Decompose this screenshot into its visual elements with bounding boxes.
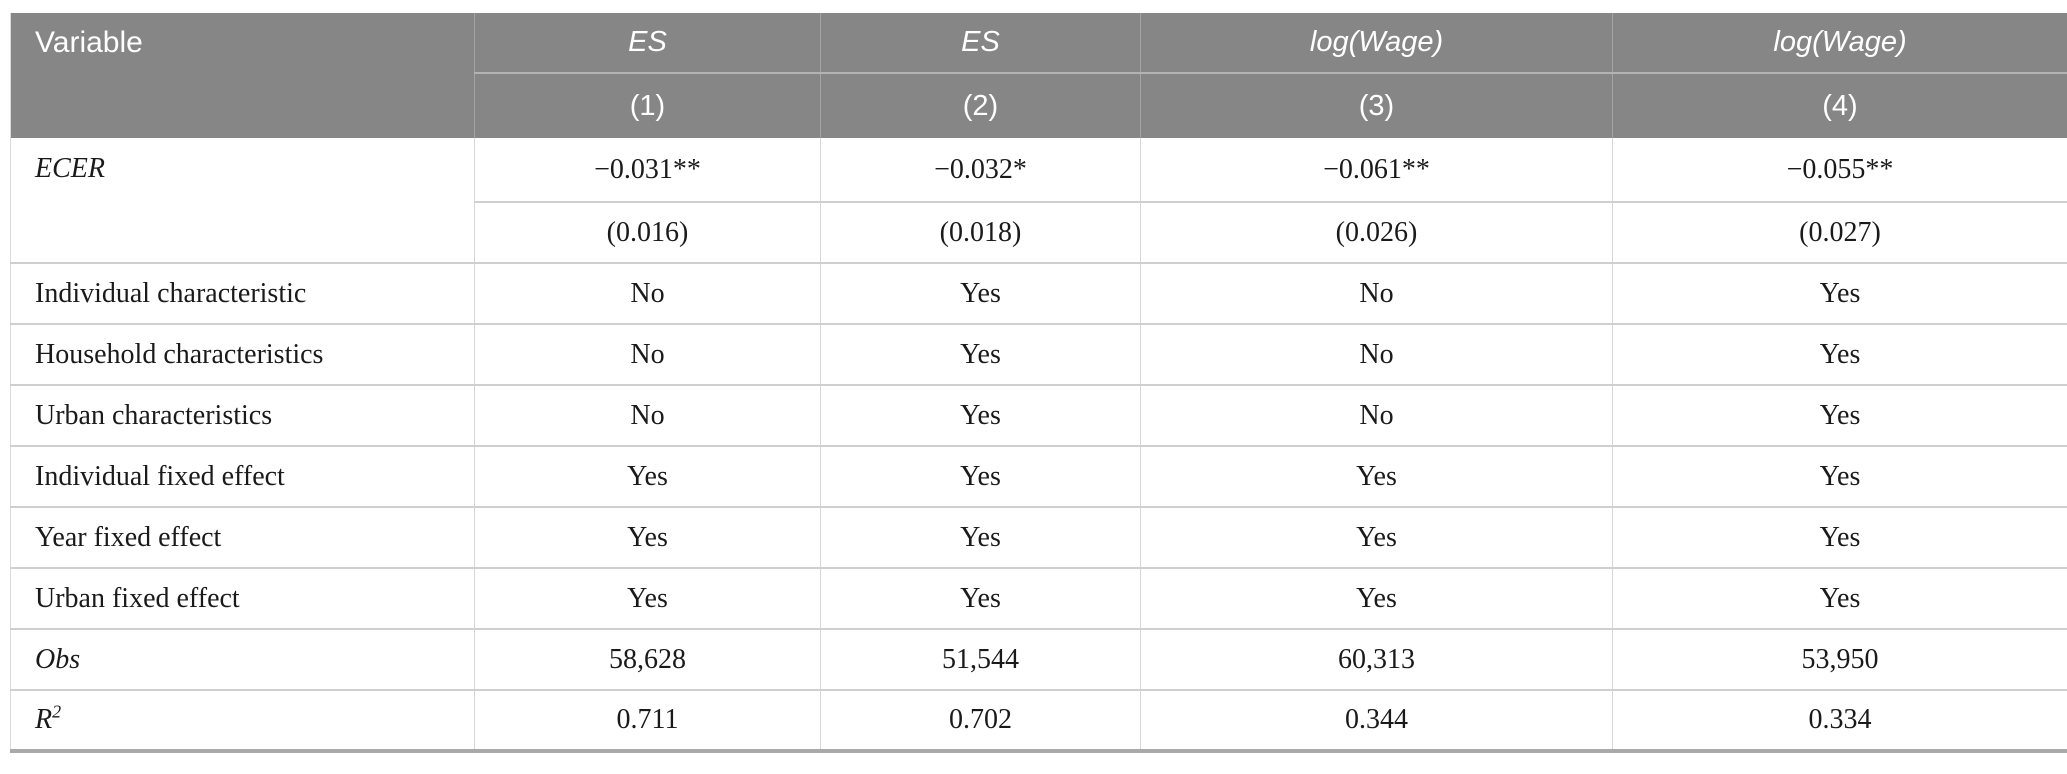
ecer-stderr-model-1: (0.016) <box>475 202 821 263</box>
table-cell: Yes <box>821 446 1141 507</box>
ecer-coefficient-model-2: −0.032* <box>821 138 1141 202</box>
table-cell: 53,950 <box>1613 629 2067 690</box>
ecer-stderr-model-4: (0.027) <box>1613 202 2067 263</box>
table-cell: Yes <box>1613 507 2067 568</box>
row-label: Year fixed effect <box>11 507 475 568</box>
table-body <box>11 138 2067 751</box>
table-cell: 0.711 <box>475 690 821 751</box>
table-row-individual-fixed-effect <box>11 446 2067 507</box>
table-cell: Yes <box>475 446 821 507</box>
table-cell: Yes <box>821 324 1141 385</box>
table-cell: Yes <box>475 568 821 629</box>
column-header-model-1-name: ES <box>475 13 821 73</box>
table-cell: Yes <box>1141 507 1613 568</box>
table-cell: No <box>1141 324 1613 385</box>
column-header-variable: Variable <box>11 13 475 138</box>
table-cell: No <box>475 385 821 446</box>
column-header-model-3-number: (3) <box>1141 73 1613 138</box>
r-squared-exponent: 2 <box>52 701 62 722</box>
table-cell: Yes <box>1141 446 1613 507</box>
row-label: Obs <box>11 629 475 690</box>
table-cell: Yes <box>821 507 1141 568</box>
table-cell: 58,628 <box>475 629 821 690</box>
table-header <box>11 13 2067 138</box>
table-cell: Yes <box>475 507 821 568</box>
table-row-urban-fixed-effect <box>11 568 2067 629</box>
header-row-model-names <box>11 13 2067 73</box>
table-row-urban-characteristics <box>11 385 2067 446</box>
table-cell: No <box>1141 263 1613 324</box>
ecer-stderr-model-3: (0.026) <box>1141 202 1613 263</box>
ecer-coefficient-model-3: −0.061** <box>1141 138 1613 202</box>
row-label-r-squared <box>11 690 475 751</box>
table-cell: Yes <box>1141 568 1613 629</box>
table-cell: Yes <box>821 263 1141 324</box>
column-header-model-4-number: (4) <box>1613 73 2067 138</box>
r-squared-base: R <box>35 704 53 735</box>
table-cell: No <box>475 263 821 324</box>
row-label: Urban fixed effect <box>11 568 475 629</box>
ecer-stderr-model-2: (0.018) <box>821 202 1141 263</box>
column-header-model-2-name: ES <box>821 13 1141 73</box>
table-cell: No <box>475 324 821 385</box>
table-cell: 0.702 <box>821 690 1141 751</box>
table-cell: Yes <box>1613 385 2067 446</box>
table-cell: Yes <box>1613 324 2067 385</box>
table-row-individual-characteristic <box>11 263 2067 324</box>
row-label: Household characteristics <box>11 324 475 385</box>
table-row-household-characteristics <box>11 324 2067 385</box>
table-row-year-fixed-effect <box>11 507 2067 568</box>
column-header-model-2-number: (2) <box>821 73 1141 138</box>
table-cell: 0.334 <box>1613 690 2067 751</box>
table-cell: 60,313 <box>1141 629 1613 690</box>
table-cell: 0.344 <box>1141 690 1613 751</box>
table-row-obs <box>11 629 2067 690</box>
table-cell: 51,544 <box>821 629 1141 690</box>
row-label-ecer: ECER <box>11 138 475 263</box>
ecer-coefficient-model-4: −0.055** <box>1613 138 2067 202</box>
column-header-model-3-name: log(Wage) <box>1141 13 1613 73</box>
table-cell: Yes <box>1613 263 2067 324</box>
table-cell: Yes <box>821 385 1141 446</box>
table-row-r-squared <box>11 690 2067 751</box>
row-label: Individual characteristic <box>11 263 475 324</box>
table-cell: Yes <box>1613 568 2067 629</box>
table-cell: Yes <box>1613 446 2067 507</box>
row-label: Urban characteristics <box>11 385 475 446</box>
column-header-model-4-name: log(Wage) <box>1613 13 2067 73</box>
table-cell: No <box>1141 385 1613 446</box>
row-label: Individual fixed effect <box>11 446 475 507</box>
column-header-model-1-number: (1) <box>475 73 821 138</box>
ecer-coefficient-row <box>11 138 2067 202</box>
ecer-coefficient-model-1: −0.031** <box>475 138 821 202</box>
table-cell: Yes <box>821 568 1141 629</box>
regression-results-table <box>10 13 2067 753</box>
